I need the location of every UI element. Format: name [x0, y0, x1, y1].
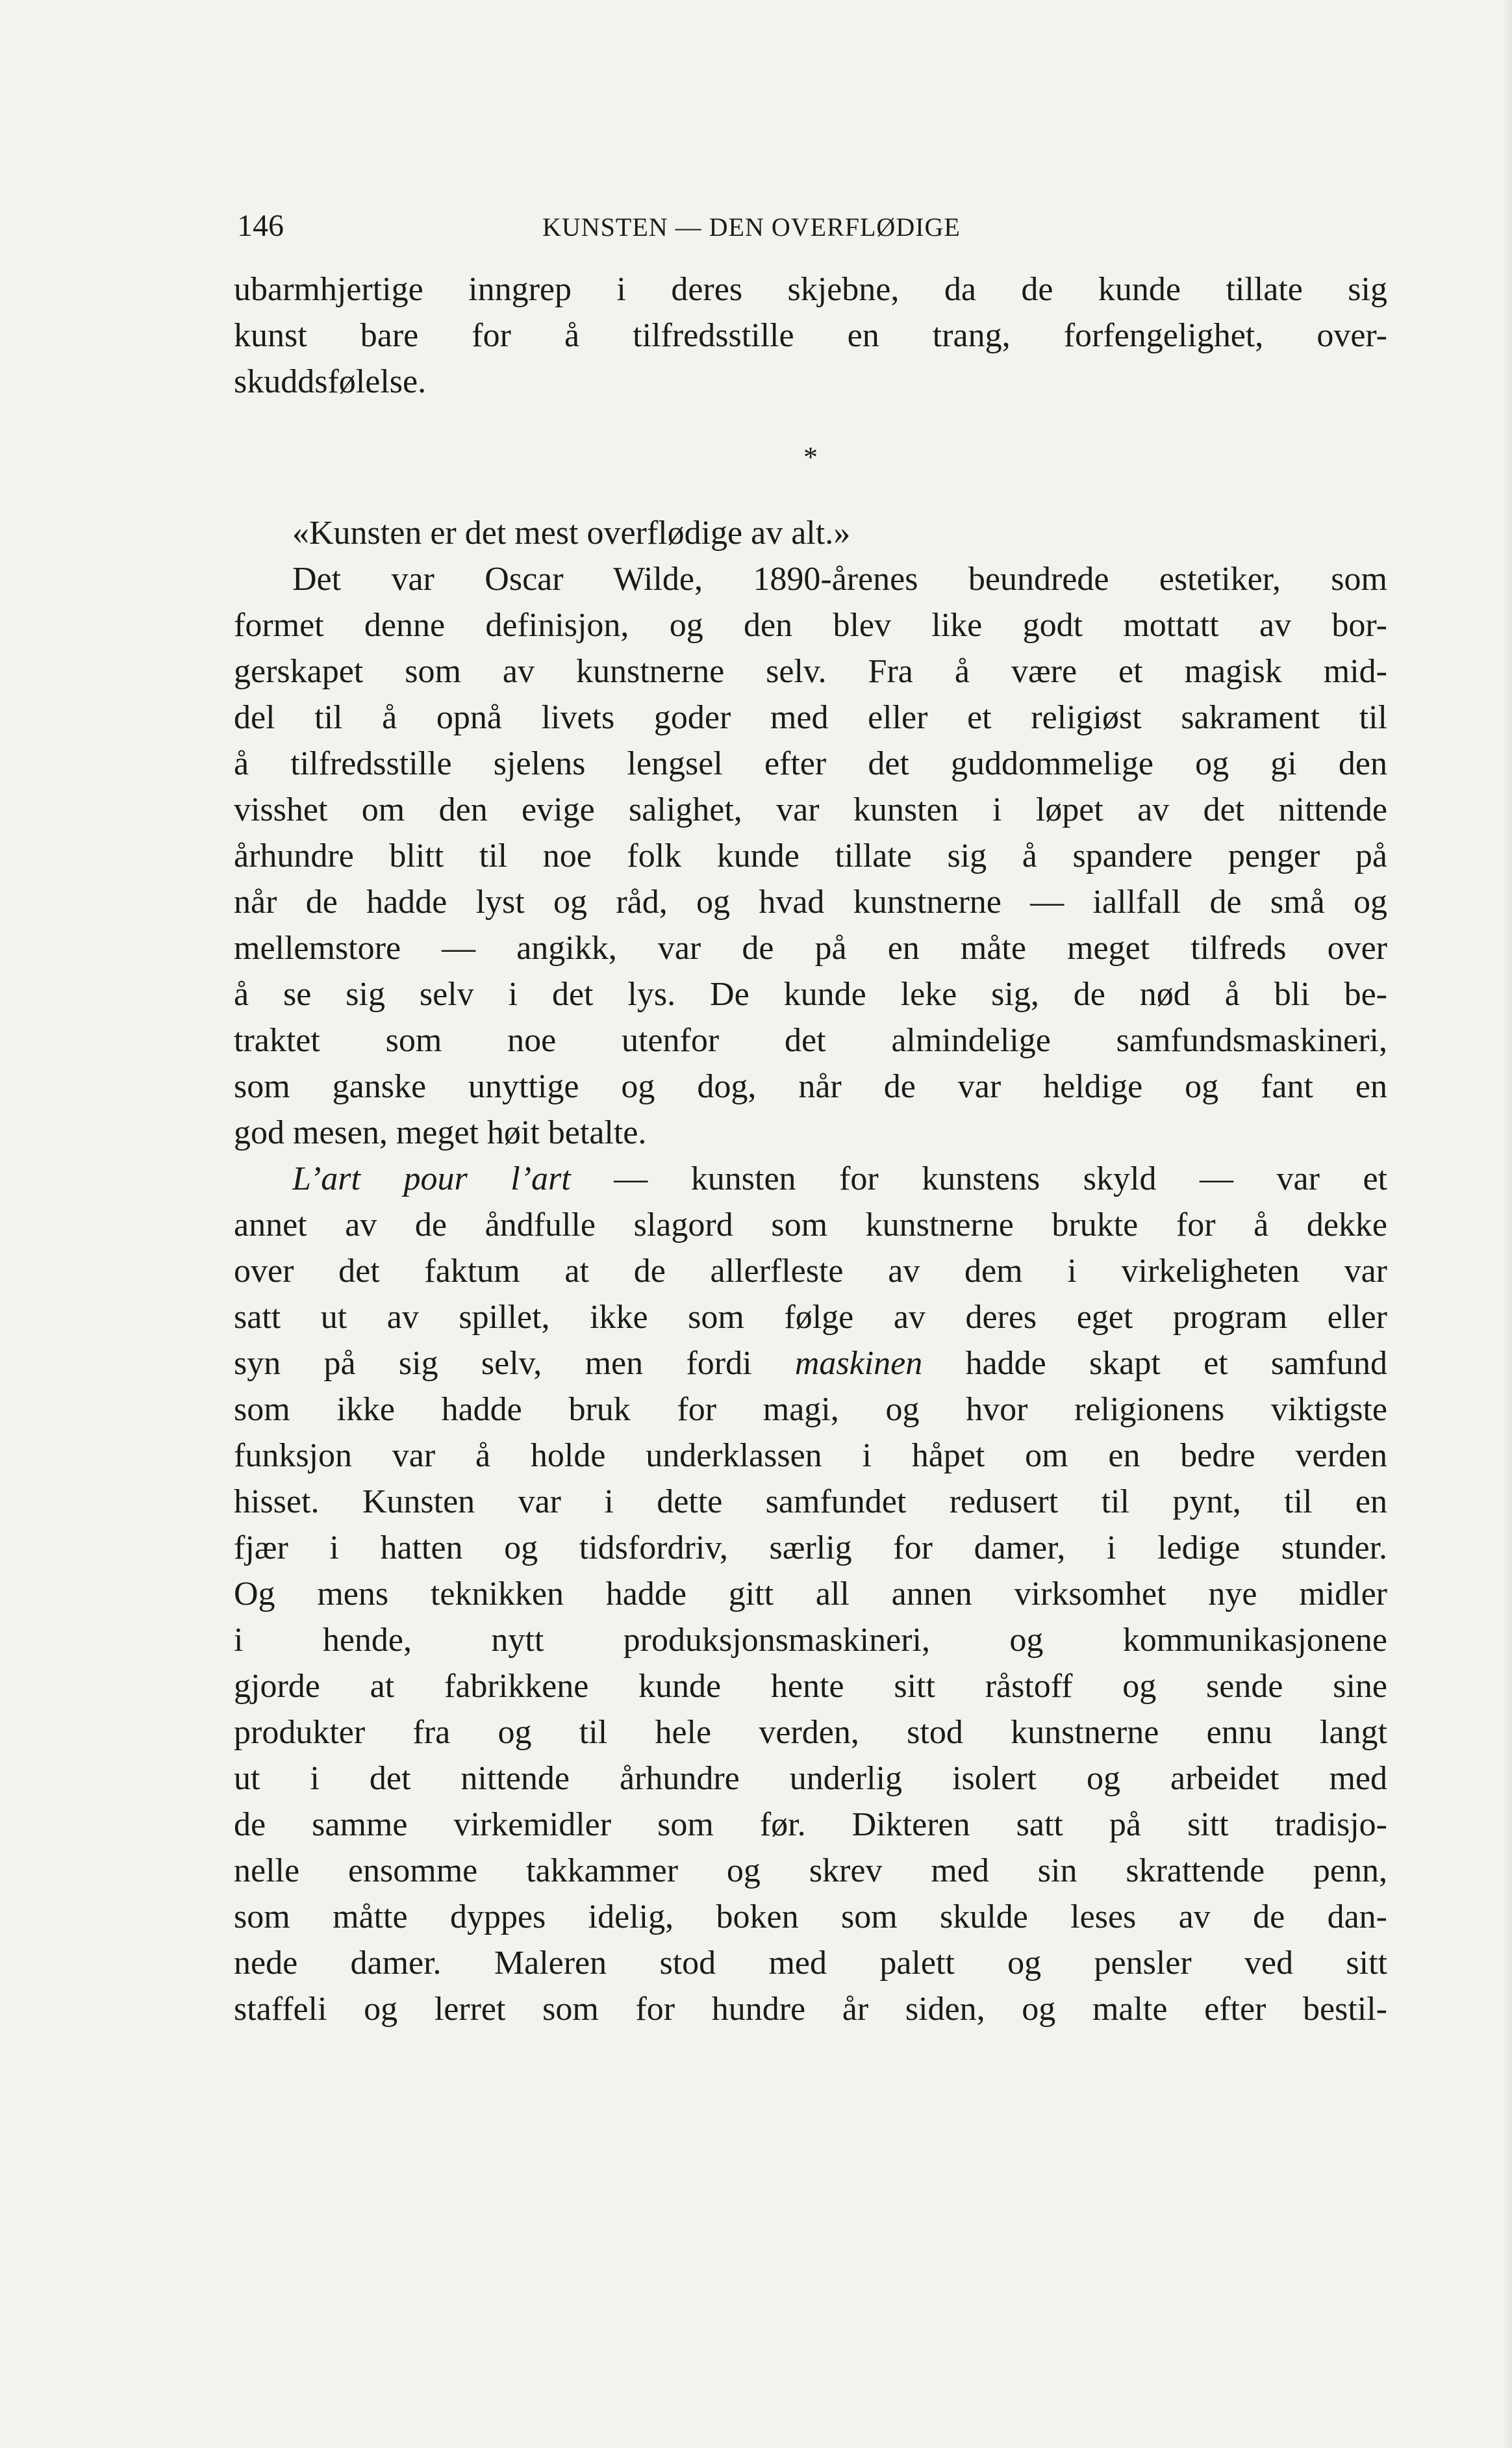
text-line: de samme virkemidler som før. Dikteren satt på sitt tradisjo-	[234, 1806, 1387, 1843]
text-line-lart-pour-lart	[234, 1156, 1387, 1202]
text-line: staffeli og lerret som for hundre år siden, og malte efter bestil-	[234, 1991, 1387, 2028]
italic-phrase-lart-pour-lart: L’art pour l’art	[292, 1160, 571, 1197]
text-line: god mesen, meget høit betalte.	[234, 1114, 647, 1151]
text-line: produkter fra og til hele verden, stod kunstnerne ennu langt	[234, 1714, 1387, 1751]
text-line: kunst bare for å tilfredsstille en trang, forfengelighet, over-	[234, 317, 1387, 354]
text-line: satt ut av spillet, ikke som følge av deres eget program eller	[234, 1299, 1387, 1336]
text-line: over det faktum at de allerfleste av dem i virkeligheten var	[234, 1253, 1387, 1290]
text-line: nelle ensomme takkammer og skrev med sin skrattende penn,	[234, 1852, 1387, 1889]
text-line: som måtte dyppes idelig, boken som skulde leses av de dan-	[234, 1898, 1387, 1935]
running-title: KUNSTEN — DEN OVERFLØDIGE	[542, 212, 961, 242]
text-line: Det var Oscar Wilde, 1890-årenes beundrede estetiker, som	[292, 561, 1387, 598]
text-line: annet av de åndfulle slagord som kunstnerne brukte for å dekke	[234, 1206, 1387, 1243]
text-line: skuddsfølelse.	[234, 363, 427, 400]
text-line: Og mens teknikken hadde gitt all annen virksomhet nye midler	[234, 1575, 1387, 1613]
body-text	[234, 266, 1387, 2032]
text-line: visshet om den evige salighet, var kunsten i løpet av det nittende	[234, 791, 1387, 828]
section-break-asterisk: *	[803, 441, 818, 473]
italic-word-maskinen: maskinen	[794, 1345, 923, 1382]
text-line: å tilfredsstille sjelens lengsel efter det guddommelige og gi den	[234, 745, 1387, 782]
text-fragment: — kunsten for kunstens skyld — var et	[570, 1160, 1387, 1197]
text-line: i hende, nytt produksjonsmaskineri, og kommunikasjonene	[234, 1622, 1387, 1659]
text-line: gjorde at fabrikkene kunde hente sitt råstoff og sende sine	[234, 1668, 1387, 1705]
text-line: traktet som noe utenfor det almindelige samfundsmaskineri,	[234, 1022, 1387, 1059]
page-number: 146	[237, 209, 284, 243]
text-line: ut i det nittende århundre underlig isolert og arbeidet med	[234, 1760, 1387, 1797]
text-line: hisset. Kunsten var i dette samfundet redusert til pynt, til en	[234, 1483, 1387, 1520]
text-line: århundre blitt til noe folk kunde tillate sig å spandere penger på	[234, 837, 1387, 874]
text-line: ubarmhjertige inngrep i deres skjebne, da de kunde tillate sig	[234, 271, 1387, 308]
text-line: fjær i hatten og tidsfordriv, særlig for damer, i ledige stunder.	[234, 1529, 1387, 1566]
text-line: funksjon var å holde underklassen i håpet om en bedre verden	[234, 1437, 1387, 1474]
text-line: mellemstore — angikk, var de på en måte meget tilfreds over	[234, 930, 1387, 967]
text-line: som ikke hadde bruk for magi, og hvor religionens viktigste	[234, 1391, 1387, 1428]
text-fragment: hadde skapt et samfund	[922, 1345, 1387, 1382]
text-line: gerskapet som av kunstnerne selv. Fra å være et magisk mid-	[234, 653, 1387, 690]
text-fragment: syn på sig selv, men fordi	[234, 1345, 795, 1382]
text-line: nede damer. Maleren stod med palett og pensler ved sitt	[234, 1944, 1387, 1982]
page-edge-shadow	[1503, 0, 1512, 2448]
text-line: å se sig selv i det lys. De kunde leke sig, de nød å bli be-	[234, 976, 1387, 1013]
text-line-maskinen	[234, 1340, 1387, 1386]
text-line: formet denne definisjon, og den blev like godt mottatt av bor-	[234, 607, 1387, 644]
quote-line: «Kunsten er det mest overflødige av alt.»	[292, 515, 851, 552]
text-line: som ganske unyttige og dog, når de var heldige og fant en	[234, 1068, 1387, 1105]
text-line: når de hadde lyst og råd, og hvad kunstnerne — iallfall de små og	[234, 884, 1387, 921]
text-line: del til å opnå livets goder med eller et religiøst sakrament til	[234, 699, 1387, 736]
running-head	[237, 207, 1387, 246]
